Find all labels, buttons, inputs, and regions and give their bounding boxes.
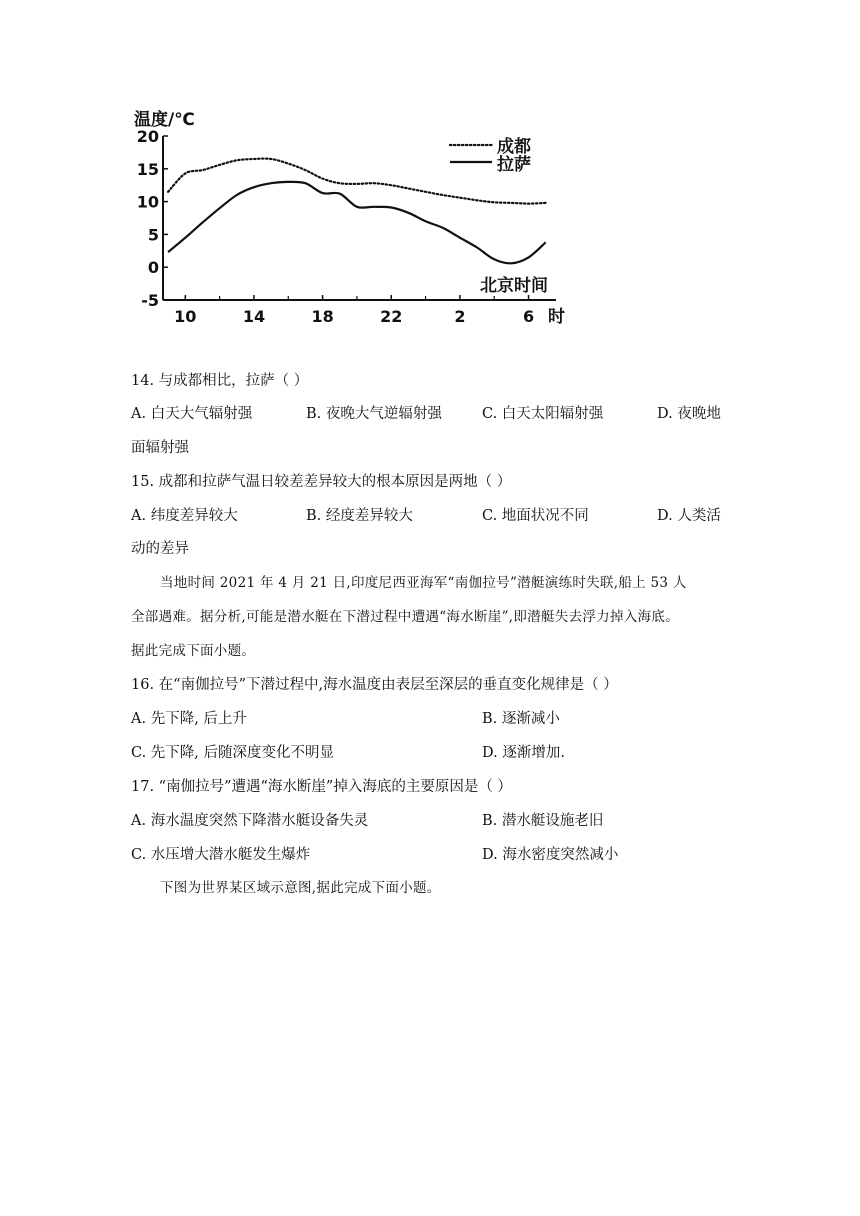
x-axis-label: 北京时间 — [480, 276, 548, 296]
passage-1-line-3: 据此完成下面小题。 — [131, 643, 256, 659]
chart-legend — [450, 136, 531, 175]
temperature-chart-svg — [120, 95, 580, 335]
question-14-option-c: C. 白天太阳辐射强 — [482, 406, 604, 422]
question-15-option-a: A. 纬度差异较大 — [131, 508, 238, 524]
question-14-option-a: A. 白天大气辐射强 — [131, 406, 253, 422]
legend-chengdu-label: 成都 — [497, 137, 531, 157]
question-15-option-c: C. 地面状况不同 — [482, 508, 589, 524]
x-tick-label: 10 — [174, 307, 197, 326]
y-tick-label: -5 — [141, 291, 159, 310]
question-17-option-d: D. 海水密度突然减小 — [482, 847, 619, 863]
question-15-option-d-wrap: 动的差异 — [131, 541, 189, 557]
legend-lhasa-label: 拉萨 — [497, 155, 531, 175]
x-axis-unit: 时 — [548, 307, 565, 327]
x-tick-label: 18 — [311, 307, 334, 326]
question-14-option-d-wrap: 面辐射强 — [131, 440, 189, 456]
passage-2: 下图为世界某区域示意图,据此完成下面小题。 — [160, 880, 441, 896]
question-15-stem: 15. 成都和拉萨气温日较差差异较大的根本原因是两地（ ） — [131, 474, 512, 490]
question-14-stem: 14. 与成都相比，拉萨（ ） — [131, 373, 309, 389]
y-tick-label: 20 — [136, 127, 159, 146]
question-14-option-b: B. 夜晚大气逆辐射强 — [306, 406, 442, 422]
question-16-option-d: D. 逐渐增加. — [482, 745, 565, 761]
question-15-option-d: D. 人类活 — [657, 508, 721, 524]
y-tick-label: 15 — [136, 159, 159, 179]
y-tick-label: 0 — [147, 258, 159, 278]
y-tick-label: 5 — [147, 225, 159, 245]
x-tick-label: 14 — [242, 307, 266, 326]
question-17-option-b: B. 潜水艇设施老旧 — [482, 813, 604, 829]
question-17-option-c: C. 水压增大潜水艇发生爆炸 — [131, 847, 311, 863]
question-16-option-c: C. 先下降, 后随深度变化不明显 — [131, 745, 335, 761]
question-16-option-a: A. 先下降, 后上升 — [131, 711, 247, 727]
question-17-option-a: A. 海水温度突然下降潜水艇设备失灵 — [131, 813, 369, 829]
temperature-chart — [120, 95, 580, 335]
x-tick-label: 2 — [454, 307, 466, 326]
y-tick-label: 10 — [136, 192, 159, 212]
question-16-option-b: B. 逐渐减小 — [482, 711, 560, 727]
series-lhasa-line — [168, 182, 546, 263]
chart-series — [168, 159, 546, 264]
question-16-stem: 16. 在“南伽拉号”下潜过程中,海水温度由表层至深层的垂直变化规律是（ ） — [131, 677, 618, 693]
x-tick-label: 22 — [380, 307, 403, 326]
question-17-stem: 17. “南伽拉号”遭遇“海水断崖”掉入海底的主要原因是（ ） — [131, 779, 512, 795]
y-axis-label: 温度/℃ — [134, 110, 195, 130]
question-15-option-b: B. 经度差异较大 — [306, 508, 413, 524]
x-tick-label: 6 — [522, 307, 535, 326]
question-14-option-d: D. 夜晚地 — [657, 406, 721, 422]
passage-1-line-1: 当地时间 2021 年 4 月 21 日,印度尼西亚海军“南伽拉号”潜艇演练时失联,船上 53 人 — [160, 575, 687, 591]
passage-1-line-2: 全部遇难。据分析,可能是潜水艇在下潜过程中遭遇“海水断崖”,即潜艇失去浮力掉入海底。 — [131, 609, 679, 625]
series-chengdu-line — [168, 159, 546, 204]
